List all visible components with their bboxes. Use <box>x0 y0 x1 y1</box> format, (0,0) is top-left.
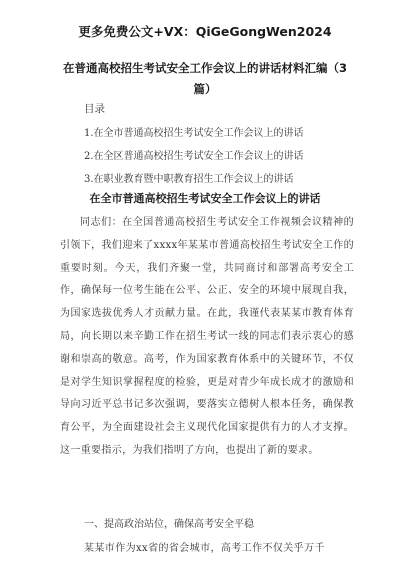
toc-item-1[interactable]: 1.在全市普通高校招生考试安全工作会议上的讲话 <box>84 128 304 139</box>
section-title: 在全市普通高校招生考试安全工作会议上的讲话 <box>89 192 321 205</box>
toc-item-3[interactable]: 3.在职业教育暨中职教育招生工作会议上的讲话 <box>84 174 294 185</box>
toc-item-2[interactable]: 2.在全区普通高校招生考试安全工作会议上的讲话 <box>84 151 304 162</box>
body-paragraph-2: 某某市作为xx省的省会城市，高考工作不仅关乎万千 <box>84 543 325 554</box>
body-paragraph: 同志们：在全国普通高校招生考试安全工作视频会议精神的引领下，我们迎来了xxxx年某某市普通高校招生考试安全工作的重要时刻。今天，我们齐聚一堂，共同商讨和部署高考安全工作，确保每一位考生能在公平、公正、安全的环境中展现自我，为国家选拔优秀人才贡献力量。在此，我谨代表某某市教育体育局，向长期以来辛勤工作在招生考试一线的同志们表示衷心的感谢和崇高的敬意。高考，作为国家教育体系中的关键环节，不仅是对学生知识掌握程度的检验，更是对青少年成长成才的激励和导向习近平总书记多次强调，要落实立德树人根本任务，确保教育公平，为全面建设社会主义现代化国家提供有力的人才支撑。这一重要指示，为我们指明了方向，也提出了新的要求。 <box>60 217 354 456</box>
toc-heading: 目录 <box>84 103 105 115</box>
promo-header: 更多免费公文+VX：QiGeGongWen2024 <box>78 24 332 39</box>
subheading: 一、提高政治站位，确保高考安全平稳 <box>84 519 254 530</box>
document-title: 在普通高校招生考试安全工作会议上的讲话材料汇编（3篇） <box>63 61 347 96</box>
